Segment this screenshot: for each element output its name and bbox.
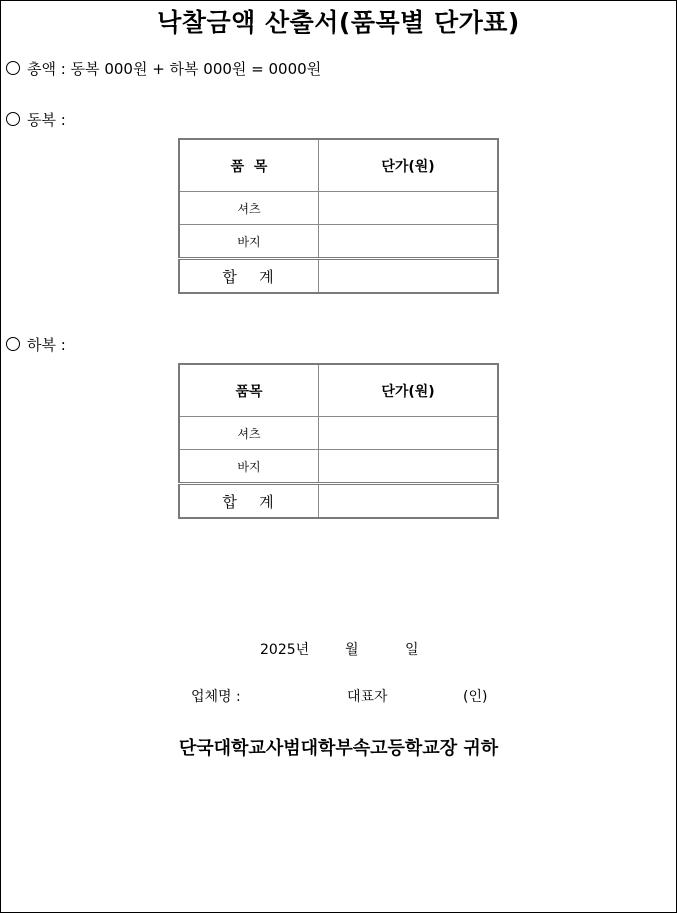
- summer-section-label: [6, 334, 66, 355]
- table-row: [179, 192, 498, 225]
- total-value-cell[interactable]: [319, 259, 499, 294]
- winter-price-table: [178, 138, 499, 294]
- date-month: 월: [345, 642, 359, 658]
- winter-label-text: 동복 :: [27, 111, 66, 129]
- addressee: 단국대학교사범대학부속고등학교장 귀하: [178, 738, 499, 759]
- winter-section-label: [6, 109, 66, 130]
- table-row: [179, 417, 498, 450]
- table-row: [179, 225, 498, 259]
- header-item: 품 목: [179, 139, 319, 192]
- header-price: 단가(원): [319, 139, 499, 192]
- item-name: 셔츠: [179, 192, 319, 225]
- company-name-label: 업체명 :: [191, 689, 241, 705]
- table-total-row: [179, 259, 498, 294]
- date-year: 2025년: [260, 642, 310, 658]
- circle-bullet-icon: [6, 112, 20, 126]
- total-label: 합 계: [179, 484, 319, 519]
- circle-bullet-icon: [6, 61, 20, 75]
- total-value-cell[interactable]: [319, 484, 499, 519]
- item-name: 셔츠: [179, 417, 319, 450]
- table-row: [179, 450, 498, 484]
- document-title: 낙찰금액 산출서(품목별 단가표): [157, 8, 520, 37]
- item-name: 바지: [179, 450, 319, 484]
- summer-price-table: [178, 363, 499, 519]
- circle-bullet-icon: [6, 337, 20, 351]
- seal-mark: (인): [463, 689, 488, 705]
- table-header-row: [179, 364, 498, 417]
- date-day: 일: [405, 642, 419, 658]
- table-total-row: [179, 484, 498, 519]
- item-price-cell[interactable]: [319, 192, 499, 225]
- item-price-cell[interactable]: [319, 225, 499, 259]
- item-price-cell[interactable]: [319, 450, 499, 484]
- item-price-cell[interactable]: [319, 417, 499, 450]
- item-name: 바지: [179, 225, 319, 259]
- summer-label-text: 하복 :: [27, 336, 66, 354]
- header-item: 품목: [179, 364, 319, 417]
- total-amount-line: [6, 58, 321, 79]
- table-header-row: [179, 139, 498, 192]
- total-amount-text: 총액 : 동복 000원 + 하복 000원 = 0000원: [27, 60, 322, 78]
- header-price: 단가(원): [319, 364, 499, 417]
- representative-label: 대표자: [347, 689, 388, 705]
- total-label: 합 계: [179, 259, 319, 294]
